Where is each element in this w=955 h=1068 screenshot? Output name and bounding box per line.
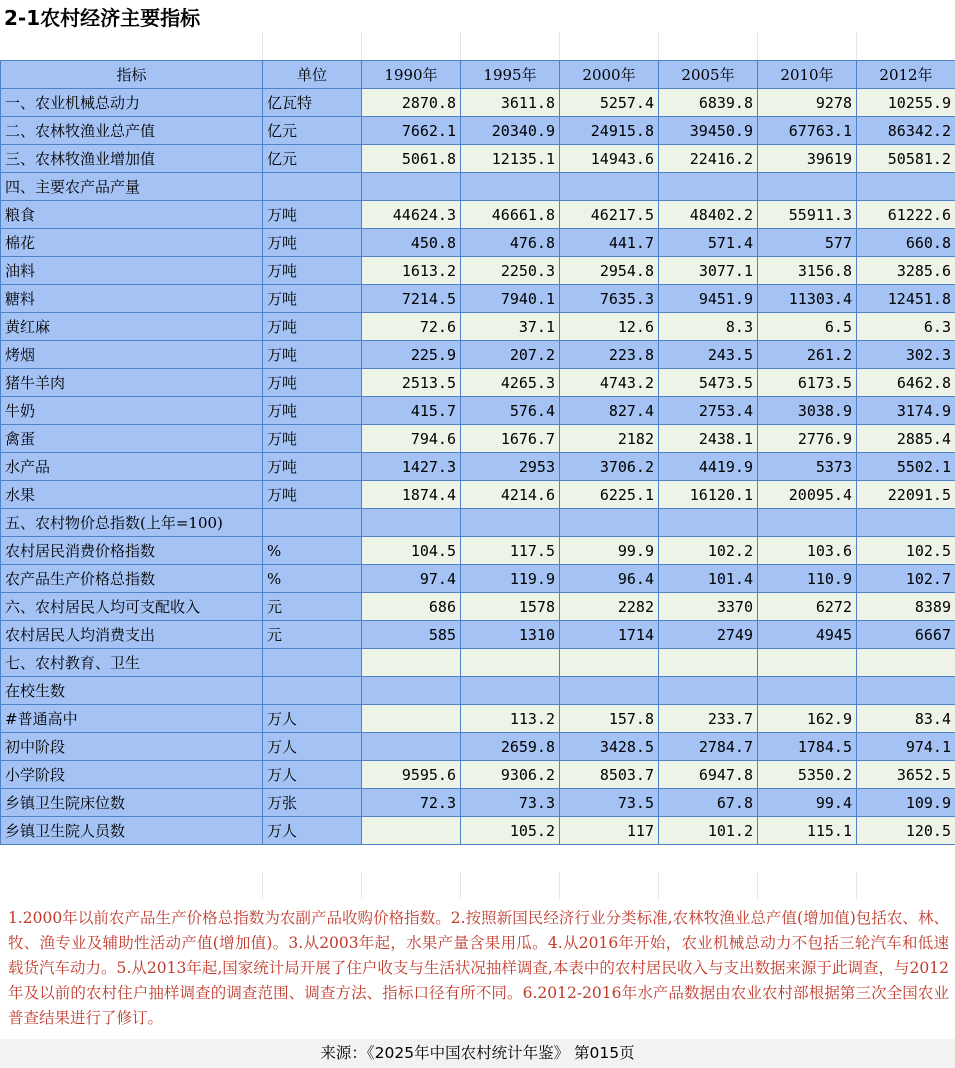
row-value: 6.5: [758, 313, 857, 341]
row-value: 2513.5: [362, 369, 461, 397]
row-unit: 万吨: [263, 313, 362, 341]
row-value: 1874.4: [362, 481, 461, 509]
row-value: 225.9: [362, 341, 461, 369]
row-value: 86342.2: [857, 117, 955, 145]
row-value: 2776.9: [758, 425, 857, 453]
row-value: 3611.8: [461, 89, 560, 117]
row-value: 5373: [758, 453, 857, 481]
row-value: 3077.1: [659, 257, 758, 285]
row-value: 9595.6: [362, 761, 461, 789]
row-indicator: #普通高中: [1, 705, 263, 733]
row-value: 1613.2: [362, 257, 461, 285]
row-value: 72.3: [362, 789, 461, 817]
row-value: 101.2: [659, 817, 758, 845]
row-value: 2784.7: [659, 733, 758, 761]
row-value: [659, 649, 758, 677]
row-value: [659, 509, 758, 537]
table-row: [1, 509, 955, 537]
header-year: 2000年: [560, 61, 659, 89]
row-value: [362, 509, 461, 537]
row-indicator: 棉花: [1, 229, 263, 257]
row-value: [461, 649, 560, 677]
row-value: 1578: [461, 593, 560, 621]
row-value: 55911.3: [758, 201, 857, 229]
row-unit: 元: [263, 593, 362, 621]
row-value: 2753.4: [659, 397, 758, 425]
row-value: 2438.1: [659, 425, 758, 453]
row-indicator: 水产品: [1, 453, 263, 481]
row-value: 103.6: [758, 537, 857, 565]
row-indicator: 初中阶段: [1, 733, 263, 761]
row-indicator: 二、农林牧渔业总产值: [1, 117, 263, 145]
table-row: [1, 257, 955, 285]
row-value: 2885.4: [857, 425, 955, 453]
row-value: 105.2: [461, 817, 560, 845]
row-value: [758, 173, 857, 201]
row-value: [461, 509, 560, 537]
row-value: 22091.5: [857, 481, 955, 509]
row-value: 3652.5: [857, 761, 955, 789]
row-indicator: 糖料: [1, 285, 263, 313]
row-indicator: 牛奶: [1, 397, 263, 425]
spreadsheet-grid-row: [0, 32, 955, 60]
row-value: 99.4: [758, 789, 857, 817]
row-value: 7635.3: [560, 285, 659, 313]
row-value: 101.4: [659, 565, 758, 593]
row-value: 97.4: [362, 565, 461, 593]
table-row: [1, 677, 955, 705]
header-year: 2010年: [758, 61, 857, 89]
row-unit: 万张: [263, 789, 362, 817]
row-indicator: 乡镇卫生院人员数: [1, 817, 263, 845]
row-value: 1310: [461, 621, 560, 649]
row-value: 576.4: [461, 397, 560, 425]
row-value: 3706.2: [560, 453, 659, 481]
row-indicator: 乡镇卫生院床位数: [1, 789, 263, 817]
row-value: 12135.1: [461, 145, 560, 173]
table-row: [1, 397, 955, 425]
row-value: 67.8: [659, 789, 758, 817]
row-indicator: 六、农村居民人均可支配收入: [1, 593, 263, 621]
row-unit: 万吨: [263, 369, 362, 397]
row-value: 827.4: [560, 397, 659, 425]
table-row: [1, 369, 955, 397]
row-value: 109.9: [857, 789, 955, 817]
row-value: [560, 649, 659, 677]
row-value: [758, 649, 857, 677]
table-row: [1, 789, 955, 817]
row-value: 20095.4: [758, 481, 857, 509]
row-value: 46217.5: [560, 201, 659, 229]
row-value: 585: [362, 621, 461, 649]
row-value: [758, 677, 857, 705]
table-row: [1, 201, 955, 229]
row-unit: 亿瓦特: [263, 89, 362, 117]
row-value: [560, 173, 659, 201]
row-unit: 亿元: [263, 117, 362, 145]
row-value: 12451.8: [857, 285, 955, 313]
row-unit: 元: [263, 621, 362, 649]
row-value: 8389: [857, 593, 955, 621]
row-value: 39619: [758, 145, 857, 173]
row-value: 2659.8: [461, 733, 560, 761]
row-value: 5502.1: [857, 453, 955, 481]
row-unit: 万吨: [263, 453, 362, 481]
row-indicator: 粮食: [1, 201, 263, 229]
row-value: 162.9: [758, 705, 857, 733]
row-unit: 万人: [263, 817, 362, 845]
row-value: 1676.7: [461, 425, 560, 453]
row-value: 3285.6: [857, 257, 955, 285]
header-unit: 单位: [263, 61, 362, 89]
row-value: 115.1: [758, 817, 857, 845]
row-unit: [263, 509, 362, 537]
row-indicator: 猪牛羊肉: [1, 369, 263, 397]
row-value: [362, 649, 461, 677]
row-value: 6225.1: [560, 481, 659, 509]
row-value: 37.1: [461, 313, 560, 341]
row-indicator: 一、农业机械总动力: [1, 89, 263, 117]
page-title: 2-1农村经济主要指标: [4, 6, 201, 30]
row-value: 2749: [659, 621, 758, 649]
row-value: 102.2: [659, 537, 758, 565]
row-value: 6272: [758, 593, 857, 621]
row-indicator: 黄红麻: [1, 313, 263, 341]
row-value: 8.3: [659, 313, 758, 341]
row-value: 102.5: [857, 537, 955, 565]
row-value: 686: [362, 593, 461, 621]
row-value: 2282: [560, 593, 659, 621]
row-value: 660.8: [857, 229, 955, 257]
row-indicator: 油料: [1, 257, 263, 285]
row-indicator: 在校生数: [1, 677, 263, 705]
header-year: 2012年: [857, 61, 955, 89]
row-unit: [263, 677, 362, 705]
row-value: 117: [560, 817, 659, 845]
table-row: [1, 481, 955, 509]
table-notes: 1.2000年以前农产品生产价格总指数为农副产品收购价格指数。2.按照新国民经济行业分类标准,农林牧渔业总产值(增加值)包括农、林、牧、渔专业及辅助性活动产值(增加值)。3.从2003年起，水果产量含果用瓜。4.从2016年开始，农业机械总动力不包括三轮汽车和低速载货汽车动力。5.从2013年起,国家统计局开展了住户收支与生活状况抽样调查,本表中的农村居民收入与支出数据来源于此调查，与2012年及以前的农村住户抽样调查的调查范围、调查方法、指标口径有所不同。6.2012-2016年水产品数据由农业农村部根据第三次全国农业普查结果进行了修订。: [0, 902, 955, 1038]
row-unit: 万人: [263, 761, 362, 789]
row-unit: %: [263, 537, 362, 565]
row-value: 4214.6: [461, 481, 560, 509]
table-row: [1, 173, 955, 201]
row-value: 7214.5: [362, 285, 461, 313]
row-value: 571.4: [659, 229, 758, 257]
row-value: 6947.8: [659, 761, 758, 789]
row-indicator: 三、农林牧渔业增加值: [1, 145, 263, 173]
row-value: 48402.2: [659, 201, 758, 229]
table-row: [1, 649, 955, 677]
row-value: 2954.8: [560, 257, 659, 285]
row-value: [758, 509, 857, 537]
row-unit: %: [263, 565, 362, 593]
row-unit: [263, 173, 362, 201]
row-value: 157.8: [560, 705, 659, 733]
spreadsheet-blank-row: [0, 871, 955, 899]
row-value: 302.3: [857, 341, 955, 369]
row-indicator: 农村居民消费价格指数: [1, 537, 263, 565]
row-value: [857, 509, 955, 537]
row-value: [857, 677, 955, 705]
row-value: 22416.2: [659, 145, 758, 173]
row-unit: [263, 649, 362, 677]
row-indicator: 五、农村物价总指数(上年=100): [1, 509, 263, 537]
table-row: [1, 89, 955, 117]
table-row: [1, 313, 955, 341]
table-row: [1, 761, 955, 789]
row-value: [659, 677, 758, 705]
row-value: 2953: [461, 453, 560, 481]
row-value: 7940.1: [461, 285, 560, 313]
row-indicator: 禽蛋: [1, 425, 263, 453]
row-value: 4945: [758, 621, 857, 649]
row-value: 83.4: [857, 705, 955, 733]
row-value: 99.9: [560, 537, 659, 565]
header-indicator: 指标: [1, 61, 263, 89]
row-value: 120.5: [857, 817, 955, 845]
row-value: 119.9: [461, 565, 560, 593]
row-value: 1427.3: [362, 453, 461, 481]
row-value: [362, 733, 461, 761]
row-unit: 万吨: [263, 425, 362, 453]
row-value: 6173.5: [758, 369, 857, 397]
row-value: 20340.9: [461, 117, 560, 145]
row-unit: 万吨: [263, 201, 362, 229]
row-value: 243.5: [659, 341, 758, 369]
header-year: 1990年: [362, 61, 461, 89]
row-value: 14943.6: [560, 145, 659, 173]
row-value: 113.2: [461, 705, 560, 733]
row-value: 2250.3: [461, 257, 560, 285]
row-value: 5061.8: [362, 145, 461, 173]
row-value: 5350.2: [758, 761, 857, 789]
table-row: [1, 733, 955, 761]
row-value: 1784.5: [758, 733, 857, 761]
row-value: [560, 509, 659, 537]
row-unit: 万吨: [263, 481, 362, 509]
row-value: 102.7: [857, 565, 955, 593]
row-value: [560, 677, 659, 705]
row-value: 1714: [560, 621, 659, 649]
table-row: [1, 621, 955, 649]
row-value: 50581.2: [857, 145, 955, 173]
row-unit: 万吨: [263, 285, 362, 313]
row-value: 2870.8: [362, 89, 461, 117]
table-row: [1, 285, 955, 313]
row-value: 9278: [758, 89, 857, 117]
row-value: 39450.9: [659, 117, 758, 145]
row-value: 44624.3: [362, 201, 461, 229]
row-value: 577: [758, 229, 857, 257]
row-value: 10255.9: [857, 89, 955, 117]
row-value: 16120.1: [659, 481, 758, 509]
row-indicator: 七、农村教育、卫生: [1, 649, 263, 677]
row-value: 6839.8: [659, 89, 758, 117]
row-value: [461, 677, 560, 705]
row-value: 6667: [857, 621, 955, 649]
row-value: [857, 173, 955, 201]
table-row: [1, 705, 955, 733]
row-value: 974.1: [857, 733, 955, 761]
header-year: 2005年: [659, 61, 758, 89]
table-row: [1, 565, 955, 593]
row-value: 3174.9: [857, 397, 955, 425]
row-value: 9306.2: [461, 761, 560, 789]
row-value: [362, 817, 461, 845]
row-value: 117.5: [461, 537, 560, 565]
row-value: 3428.5: [560, 733, 659, 761]
row-value: 450.8: [362, 229, 461, 257]
table-row: [1, 145, 955, 173]
row-indicator: 农村居民人均消费支出: [1, 621, 263, 649]
row-indicator: 水果: [1, 481, 263, 509]
row-value: 110.9: [758, 565, 857, 593]
row-value: 233.7: [659, 705, 758, 733]
row-value: 73.3: [461, 789, 560, 817]
table-row: [1, 537, 955, 565]
row-value: 96.4: [560, 565, 659, 593]
row-value: 11303.4: [758, 285, 857, 313]
row-value: 73.5: [560, 789, 659, 817]
row-value: 223.8: [560, 341, 659, 369]
row-value: 9451.9: [659, 285, 758, 313]
row-value: 794.6: [362, 425, 461, 453]
row-unit: 万吨: [263, 257, 362, 285]
row-value: 6.3: [857, 313, 955, 341]
row-indicator: 农产品生产价格总指数: [1, 565, 263, 593]
source-footer: 来源：《2025年中国农村统计年鉴》 第015页: [0, 1039, 955, 1068]
table-header-row: [1, 61, 955, 89]
row-value: [362, 705, 461, 733]
row-value: 4419.9: [659, 453, 758, 481]
row-value: 12.6: [560, 313, 659, 341]
row-value: 67763.1: [758, 117, 857, 145]
row-value: 2182: [560, 425, 659, 453]
row-unit: 亿元: [263, 145, 362, 173]
row-value: 415.7: [362, 397, 461, 425]
table-row: [1, 341, 955, 369]
row-value: [362, 173, 461, 201]
row-value: [857, 649, 955, 677]
row-value: [659, 173, 758, 201]
row-unit: 万人: [263, 705, 362, 733]
indicator-table: [0, 60, 955, 845]
row-value: 46661.8: [461, 201, 560, 229]
row-value: 3370: [659, 593, 758, 621]
row-unit: 万吨: [263, 397, 362, 425]
table-row: [1, 593, 955, 621]
row-value: 5473.5: [659, 369, 758, 397]
table-row: [1, 229, 955, 257]
row-value: 3156.8: [758, 257, 857, 285]
row-indicator: 四、主要农产品产量: [1, 173, 263, 201]
table-row: [1, 425, 955, 453]
row-value: 3038.9: [758, 397, 857, 425]
row-value: 7662.1: [362, 117, 461, 145]
row-unit: 万吨: [263, 229, 362, 257]
row-value: 24915.8: [560, 117, 659, 145]
row-value: 72.6: [362, 313, 461, 341]
row-value: 476.8: [461, 229, 560, 257]
row-value: 5257.4: [560, 89, 659, 117]
row-unit: 万人: [263, 733, 362, 761]
row-value: [362, 677, 461, 705]
row-value: 104.5: [362, 537, 461, 565]
row-value: 61222.6: [857, 201, 955, 229]
row-indicator: 烤烟: [1, 341, 263, 369]
row-value: 441.7: [560, 229, 659, 257]
row-value: 207.2: [461, 341, 560, 369]
table-row: [1, 817, 955, 845]
row-value: [461, 173, 560, 201]
row-unit: 万吨: [263, 341, 362, 369]
row-value: 4265.3: [461, 369, 560, 397]
row-value: 4743.2: [560, 369, 659, 397]
row-indicator: 小学阶段: [1, 761, 263, 789]
header-year: 1995年: [461, 61, 560, 89]
row-value: 8503.7: [560, 761, 659, 789]
table-row: [1, 453, 955, 481]
table-row: [1, 117, 955, 145]
row-value: 261.2: [758, 341, 857, 369]
row-value: 6462.8: [857, 369, 955, 397]
